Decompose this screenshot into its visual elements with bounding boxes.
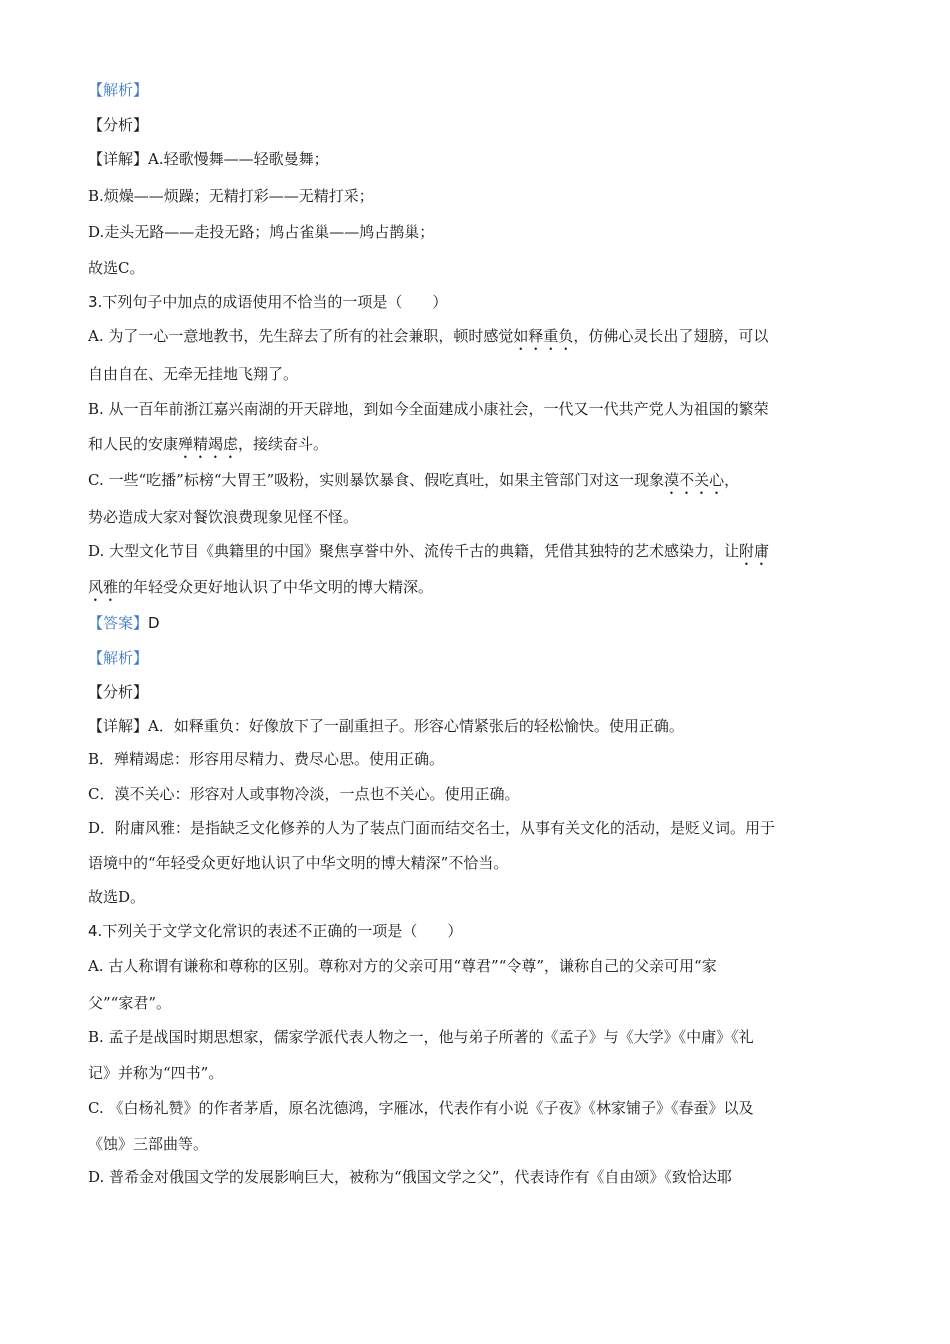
detail-line-c: C．漠不关心：形容对人或事物冷淡，一点也不关心。使用正确。	[88, 785, 520, 803]
detail-line-b: B.烦燥——烦躁；无精打彩——无精打采；	[88, 187, 374, 205]
option-text: A. 为了一心一意地教书，先生辞去了所有的社会兼职，顿时感觉	[88, 327, 514, 345]
answer-line	[88, 613, 160, 633]
detail-tag: 【详解】	[88, 150, 149, 168]
question-3-stem	[88, 292, 447, 312]
detail-line-b: B．殚精竭虑：形容用尽精力、费尽心思。使用正确。	[88, 750, 445, 768]
q4-option-c-line1: C. 《白杨礼赞》的作者茅盾，原名沈德鸿，字雁冰，代表作有小说《子夜》《林家铺子》《春蚕》以及	[88, 1099, 754, 1117]
option-text: C. 一些“吃播”标榜“大胃王”吸粉，实则暴饮暴食、假吃真吐，如果主管部门对这一现象	[88, 471, 665, 489]
question-text: 下列关于文学文化常识的表述不正确的一项是（ ）	[102, 922, 463, 940]
option-text: ，仿佛心灵长出了翅膀，可以	[573, 327, 769, 345]
question-number: 3.	[88, 293, 103, 311]
detail-line-d: D.走头无路——走投无路；鸠占雀巢——鸠占鹊巢；	[88, 223, 435, 241]
analysis-subhead: 【分析】	[88, 683, 149, 701]
option-b-line2	[88, 434, 328, 462]
dotted-idiom: 附庸	[739, 542, 770, 560]
answer-tag: 【答案】	[88, 614, 149, 632]
question-number: 4.	[88, 922, 103, 940]
q4-option-b-line1: B. 孟子是战国时期思想家，儒家学派代表人物之一，他与弟子所著的《孟子》与《大学》《中庸》《礼	[88, 1028, 754, 1046]
option-c-line2: 势必造成大家对餐饮浪费现象见怪不怪。	[88, 508, 359, 526]
option-b-line1: B. 从一百年前浙江嘉兴南湖的开天辟地，到如今全面建成小康社会，一代又一代共产党人为祖国的繁荣	[88, 400, 769, 418]
option-a-line1	[88, 326, 768, 354]
detail-line-d2: 语境中的“年轻受众更好地认识了中华文明的博大精深”不恰当。	[88, 854, 509, 872]
detail-tag: 【详解】	[88, 717, 149, 735]
option-d-line1	[88, 541, 769, 569]
dotted-idiom: 风雅	[88, 578, 119, 596]
conclusion-line: 故选D。	[88, 888, 146, 906]
detail-line-a	[88, 716, 684, 736]
option-text: ，接续奋斗。	[238, 435, 329, 453]
q4-option-a-line1: A. 古人称谓有谦称和尊称的区别。尊称对方的父亲可用“尊君”“令尊”，谦称自己的父亲可用“家	[88, 957, 717, 975]
option-d-line2	[88, 577, 433, 605]
q4-option-d-line1: D. 普希金对俄国文学的发展影响巨大，被称为“俄国文学之父”，代表诗作有《自由颂》《致恰达耶	[88, 1168, 732, 1186]
option-text: 和人民的安康	[88, 435, 179, 453]
q4-option-a-line2: 父”“家君”。	[88, 994, 172, 1012]
dotted-idiom: 如释重负	[513, 327, 574, 345]
dotted-idiom: 漠不关心	[664, 471, 725, 489]
option-text: D. 大型文化节目《典籍里的中国》聚焦享誉中外、流传千古的典籍，凭借其独特的艺术感染力，让	[88, 542, 740, 560]
detail-line-d1: D．附庸风雅：是指缺乏文化修养的人为了装点门面而结交名士，从事有关文化的活动，是贬义词。用于	[88, 819, 776, 837]
q4-option-b-line2: 记》并称为“四书”。	[88, 1064, 224, 1082]
analysis-subhead: 【分析】	[88, 116, 149, 134]
dotted-idiom: 殚精竭虑	[178, 435, 239, 453]
question-4-stem	[88, 921, 462, 941]
option-a-line2: 自由自在、无牵无挂地飞翔了。	[88, 365, 299, 383]
detail-text: A.轻歌慢舞——轻歌曼舞；	[148, 150, 329, 168]
detail-text: A．如释重负：好像放下了一副重担子。形容心情紧张后的轻松愉快。使用正确。	[148, 717, 684, 735]
option-text: 的年轻受众更好地认识了中华文明的博大精深。	[118, 578, 434, 596]
option-text: ，	[724, 471, 740, 489]
detail-line-a	[88, 149, 329, 169]
conclusion-line: 故选C。	[88, 259, 145, 277]
answer-value: D	[148, 614, 160, 632]
question-text: 下列句子中加点的成语使用不恰当的一项是（ ）	[102, 293, 448, 311]
q4-option-c-line2: 《蚀》三部曲等。	[88, 1135, 209, 1153]
analysis-tag: 【解析】	[88, 81, 149, 99]
analysis-tag: 【解析】	[88, 649, 149, 667]
option-c-line1	[88, 470, 739, 498]
